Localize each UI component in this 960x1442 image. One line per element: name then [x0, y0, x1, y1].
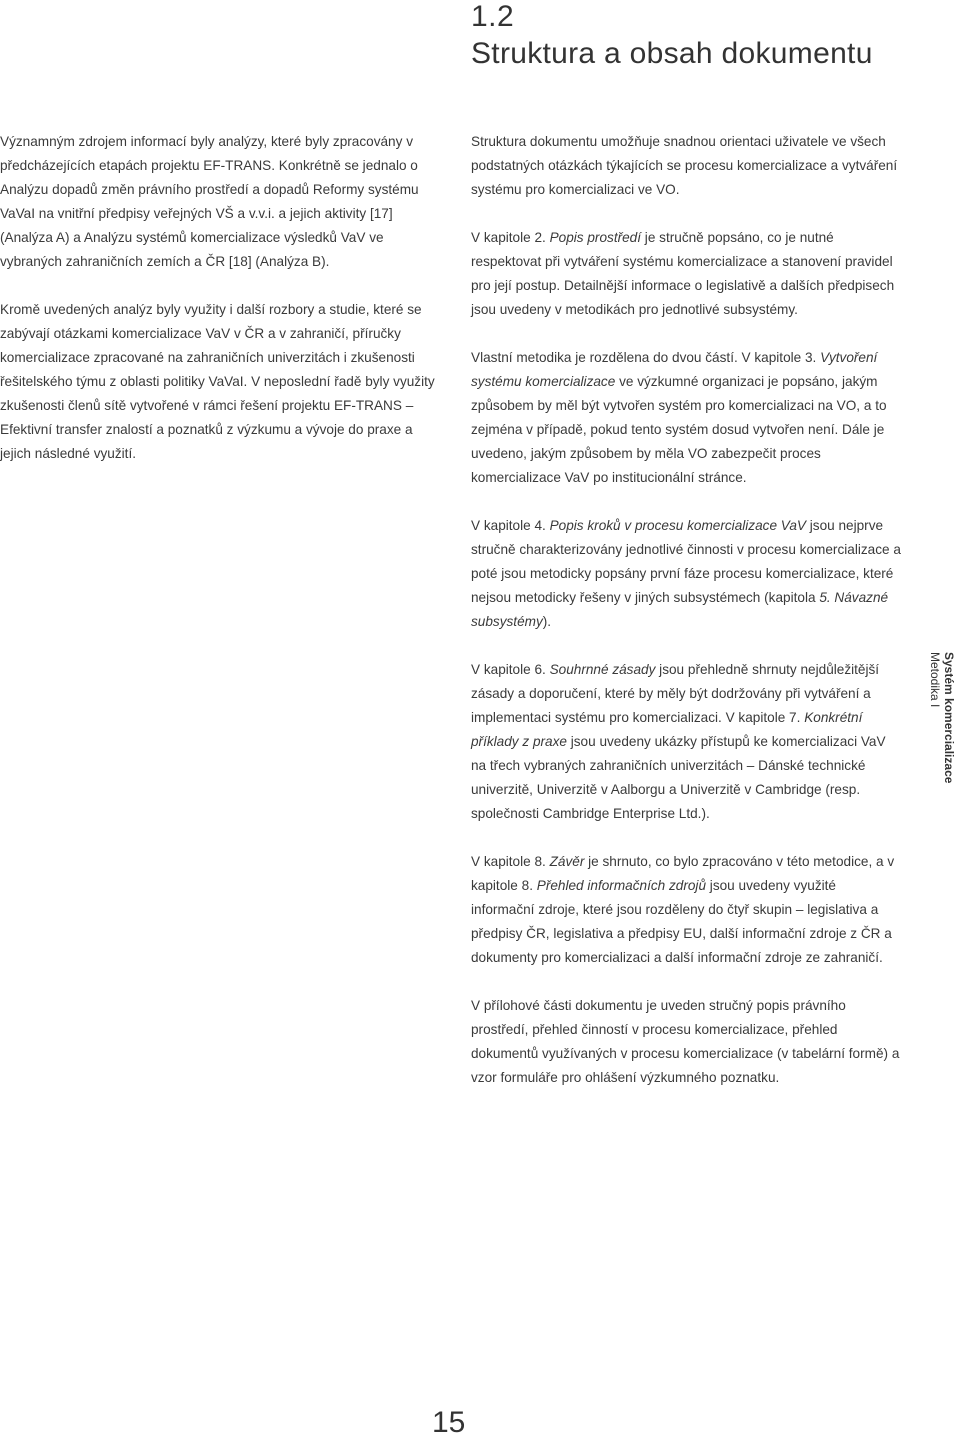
left-column	[0, 130, 445, 490]
section-title: Struktura a obsah dokumentu	[471, 37, 873, 70]
right-paragraph-3	[471, 346, 901, 490]
right-paragraph-1: Struktura dokumentu umožňuje snadnou orientaci uživatele ve všech podstatných otázkách týkajících se procesu komercializace a vytváření systému pro komercializaci ve VO.	[471, 134, 898, 197]
section-heading	[471, 0, 873, 71]
chapter-title-emphasis: Popis prostředí	[549, 230, 642, 245]
page-number: 15	[432, 1406, 466, 1439]
text-span: jsou přehledně shrnuty nejdůležitější zásady a doporučení, které by měly být dodržovány při vytváření a implementaci systému pro komercializaci. V kapitole 7.	[471, 662, 880, 725]
right-paragraph-2	[471, 226, 901, 322]
text-span: jsou nejprve stručně charakterizovány jednotlivé činnosti v procesu komercializace a poté jsou metodicky popsány první fáze procesu komercializace, které nejsou metodicky řešeny v jiných subsystémech (kapitola	[471, 518, 901, 605]
text-span: je shrnuto, co bylo zpracováno v této metodice, a v kapitole 8.	[471, 854, 895, 893]
side-running-header	[924, 652, 960, 784]
text-span: jsou uvedeny ukázky přístupů ke komercializaci VaV na třech vybraných zahraničních univerzitách – Dánské technické univerzitě, Univerzitě v Aalborgu a Univerzitě v Cambridge (resp. společnosti Cambridge Enterprise Ltd.).	[471, 734, 886, 821]
chapter-title-emphasis: Konkrétní příklady z praxe	[471, 710, 863, 749]
side-label-line-2: Metodika I	[928, 652, 942, 708]
text-span: ).	[542, 614, 552, 629]
left-paragraph-1: Významným zdrojem informací byly analýzy, které byly zpracovány v předcházejících etapách projektu EF-TRANS. Konkrétně se jednalo o Analýzu dopadů změn právního prostředí a dopadů Reformy systému VaVaI na vnitřní předpisy veřejných VŠ a v.v.i. a jejich aktivity [17] (Analýza A) a Analýzu systémů komercializace výsledků VaV ve vybraných zahraničních zemích a ČR [18] (Analýza B).	[0, 134, 419, 269]
chapter-title-emphasis: Popis kroků v procesu komercializace VaV	[549, 518, 806, 533]
text-span: V kapitole 2.	[471, 230, 550, 245]
right-paragraph-7: V přílohové části dokumentu je uveden stručný popis právního prostředí, přehled činností v procesu komercializace, přehled dokumentů využívaných v procesu komercializace (v tabelární formě) a vzor formuláře pro ohlášení výzkumného poznatku.	[471, 998, 900, 1085]
text-span: V kapitole 8.	[471, 854, 550, 869]
text-span: V kapitole 4.	[471, 518, 550, 533]
right-paragraph-5	[471, 658, 901, 826]
right-column	[471, 130, 901, 1114]
left-paragraph-2: Kromě uvedených analýz byly využity i další rozbory a studie, které se zabývají otázkami komercializace VaV v ČR a v zahraničí, příručky komercializace zpracované na zahraničních univerzitách i zkušenosti řešitelského týmu z oblasti politiky VaVaI. V neposlední řadě byly využity zkušenosti členů sítě vytvořené v rámci řešení projektu EF-TRANS – Efektivní transfer znalostí a poznatků z výzkumu a vývoje do praxe a jejich následné využití.	[0, 302, 435, 461]
chapter-title-emphasis: 5. Návazné subsystémy	[471, 590, 889, 629]
side-label-rotated	[928, 652, 956, 783]
text-span: V kapitole 6.	[471, 662, 550, 677]
text-span: ve výzkumné organizaci je popsáno, jakým způsobem by měl být vytvořen systém pro komercializaci na VO, a to zejména v případě, pokud tento systém dosud vytvořen není. Dále je uvedeno, jakým způsobem by měla VO zabezpečit proces komercializace VaV po institucionální stránce.	[471, 374, 887, 485]
side-label-line-1: Systém komercializace	[942, 652, 956, 784]
chapter-title-emphasis: Vytvoření systému komercializace	[471, 350, 878, 389]
text-span: je stručně popsáno, co je nutné respektovat při vytváření systému komercializace a stanovení pravidel pro její postup. Detailnější informace o legislativě a dalších předpisech jsou uvedeny v metodikách pro jednotlivé subsystémy.	[471, 230, 895, 317]
text-span: Vlastní metodika je rozdělena do dvou částí. V kapitole 3.	[471, 350, 821, 365]
chapter-title-emphasis: Závěr	[549, 854, 585, 869]
section-number: 1.2	[471, 0, 515, 33]
right-paragraph-4	[471, 514, 901, 634]
chapter-title-emphasis: Souhrnné zásady	[549, 662, 656, 677]
right-paragraph-6	[471, 850, 901, 970]
text-span: jsou uvedeny využité informační zdroje, které jsou rozděleny do čtyř skupin – legislativa a předpisy ČR, legislativa a předpisy EU, další informační zdroje z ČR a dokumenty pro komercializaci a další informační zdroje ze zahraničí.	[471, 878, 892, 965]
chapter-title-emphasis: Přehled informačních zdrojů	[536, 878, 707, 893]
